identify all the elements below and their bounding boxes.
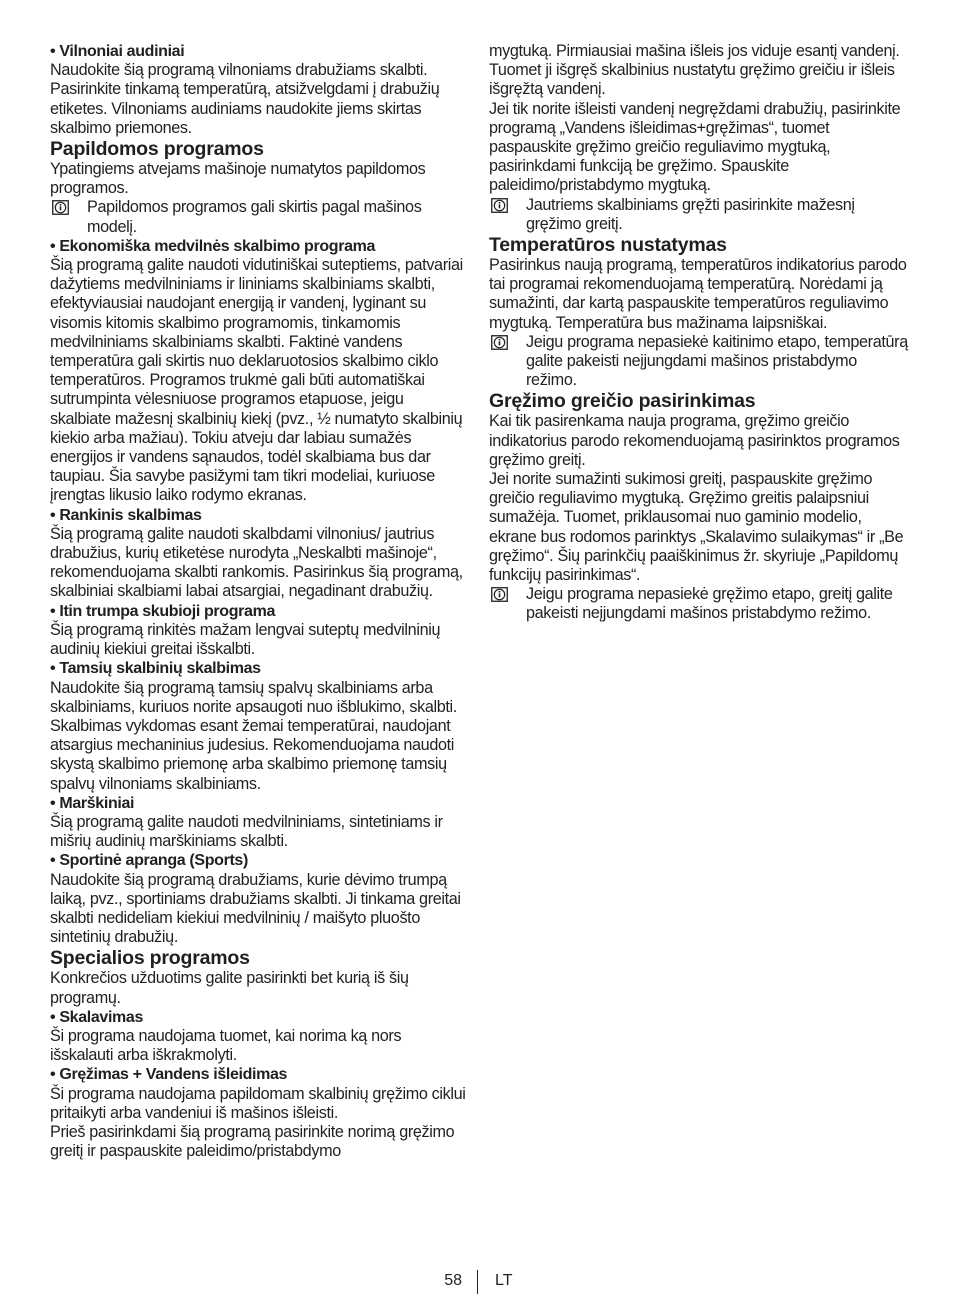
program-title: • Gręžimas + Vandens išleidimas [50,1066,288,1084]
note-text: Jautriems skalbiniams gręžti pasirinkite mažesnį gręžimo greitį. [526,195,855,233]
info-note [489,196,909,234]
right-column [489,42,909,624]
body-paragraph: Pasirinkus naują programą, temperatūros indikatorius parodo tai programai rekomenduojamą temperatūrą. Norėdami ją sumažinti, dar kartą paspauskite temperatūros reguliavimo mygtuką. Temperatūra bus mažinama laipsniškai. [489,256,907,332]
section-heading: Papildomos programos [50,138,264,161]
program-title: • Sportinė apranga (Sports) [50,852,248,870]
body-paragraph: Ypatingiems atvejams mašinoje numatytos papildomos programos. [50,160,426,198]
language-code: LT [495,1272,513,1289]
section-heading: Gręžimo greičio pasirinkimas [489,390,756,413]
body-paragraph: Konkrečios užduotims galite pasirinkti bet kurią iš šių programų. [50,969,409,1007]
info-icon [491,587,508,602]
body-paragraph: Ši programa naudojama papildomam skalbinių gręžimo ciklui pritaikyti arba vandeniui iš mašinos išleisti. [50,1084,466,1122]
page-number: 58 [444,1272,462,1289]
body-paragraph: Šią programą rinkitės mažam lengvai suteptų medvilninių audinių kiekiui greitai išskalbti. [50,620,441,659]
section-heading: Temperatūros nustatymas [489,234,727,257]
program-title: • Tamsių skalbinių skalbimas [50,660,261,678]
info-icon [52,200,69,215]
program-title: • Itin trumpa skubioji programa [50,602,276,620]
body-paragraph: Šią programą galite naudoti skalbdami vilnonius/ jautrius drabužius, kurių etiketėse nurodyta „Neskalbti mašinoje“, rekomenduojama skalbti rankomis. Pasirinkus šią programą, skalbiniai skalbiami labai atsargiai, negadinant drabužių. [50,524,463,601]
info-icon [491,198,508,213]
body-paragraph: Ši programa naudojama tuomet, kai norima ką nors išskalauti arba iškrakmolyti. [50,1026,402,1065]
body-paragraph: Šią programą galite naudoti medvilniniams, sintetiniams ir mišrių audinių marškiniams skalbti. [50,812,443,851]
program-title: • Skalavimas [50,1008,144,1026]
info-note [489,333,909,391]
body-paragraph: Kai tik pasirenkama nauja programa, gręžimo greičio indikatorius parodo rekomenduojamą pasirinktos programos gręžimo greitį. [489,412,900,469]
program-title: • Ekonomiška medvilnės skalbimo programa [50,237,376,255]
body-paragraph: Jei tik norite išleisti vandenį negręždami drabužių, pasirinkite programą „Vandens išleidimas+gręžimas“, tuomet paspauskite gręžimo greičio reguliavimo mygtuką, pasirinkdami funkciją be gręžimo. Spauskite paleidimo/pristabdymo mygtuką. [489,99,901,195]
program-title: • Vilnoniai audiniai [50,43,185,60]
section-heading: Specialios programos [50,947,250,970]
note-text: Jeigu programa nepasiekė gręžimo etapo, greitį galite pakeisti neįjungdami mašinos pristabdymo režimo. [526,585,893,623]
footer-divider [477,1270,478,1294]
info-note [50,198,468,236]
body-paragraph: Prieš pasirinkdami šią programą pasirinkite norimą gręžimo greitį ir paspauskite paleidimo/pristabdymo [50,1122,455,1161]
body-paragraph: Naudokite šią programą drabužiams, kurie dėvimo trumpą laiką, pvz., sportiniams drabužiams skalbti. Ji tinkama greitai skalbti nedideliam kiekiui medvilninių / maišyto pluošto sintetinių drabužių. [50,870,461,947]
info-note [489,585,909,623]
program-title: • Rankinis skalbimas [50,506,202,524]
info-icon [491,335,508,350]
left-column [50,42,468,1161]
body-paragraph: mygtuką. Pirmiausiai mašina išleis jos viduje esantį vandenį. Tuomet ji išgręš skalbinius nustatytu gręžimo greičiu ir išleis išgręžtą vandenį. [489,42,900,99]
body-paragraph: Jei norite sumažinti sukimosi greitį, paspauskite gręžimo greičio reguliavimo mygtuką. Gręžimo greitis palaipsniui sumažėja. Tuomet, priklausomai nuo gaminio modelio, ekrane bus rodomos parinktys „Skalavimo sulaikymas“ ir „Be gręžimo“. Šių parinkčių paaiškinimus žr. skyriuje „Papildomų funkcijų pasirinkimas“. [489,470,904,585]
body-paragraph: Naudokite šią programą tamsių spalvų skalbiniams arba skalbiniams, kuriuos norite apsaugoti nuo išblukimo, skalbti. Skalbimas vykdomas esant žemai temperatūrai, naudojant atsargius mechaninius judesius. Rekomenduojama naudoti skystą skalbimo priemonę arba skalbimo priemonę tamsių spalvų vilnoniams skalbiniams. [50,678,457,793]
note-text: Papildomos programos gali skirtis pagal mašinos modelį. [87,198,422,236]
page-footer [0,1270,954,1296]
body-paragraph: Naudokite šią programą vilnoniams drabužiams skalbti. Pasirinkite tinkamą temperatūrą, atsižvelgdami į drabužių etiketes. Vilnoniams audiniams naudokite jiems skirtas skalbimo priemones. [50,61,440,137]
program-title: • Marškiniai [50,794,135,812]
body-paragraph: Šią programą galite naudoti vidutiniškai suteptiems, patvariai dažytiems medvilniniams ir lininiams skalbiniams skalbti, efektyviausiai naudojant energiją ir vandenį, lyginant su visomis kitomis skalbimo programomis, tinkamomis medvilniniams skalbiniams skalbti. Faktinė vandens temperatūra gali skirtis nuo deklaruotosios skalbimo ciklo temperatūros. Programos trukmė gali būti automatiškai sutrumpinta vėlesniuose programos etapuose, jeigu skalbiate mažesnį skalbinių kiekį (pvz., ½ numatyto skalbinių kiekio arba mažiau). Tokiu atveju dar labiau sumažės energijos ir vandens sąnaudos, todėl skalbiama bus dar taupiau. Šia savybe pasižymi tam tikri modeliai, kuriuose įrengtas likusio laiko rodymo ekranas. [50,256,463,505]
note-text: Jeigu programa nepasiekė kaitinimo etapo, temperatūrą galite pakeisti neįjungdami mašinos pristabdymo režimo. [526,332,908,390]
